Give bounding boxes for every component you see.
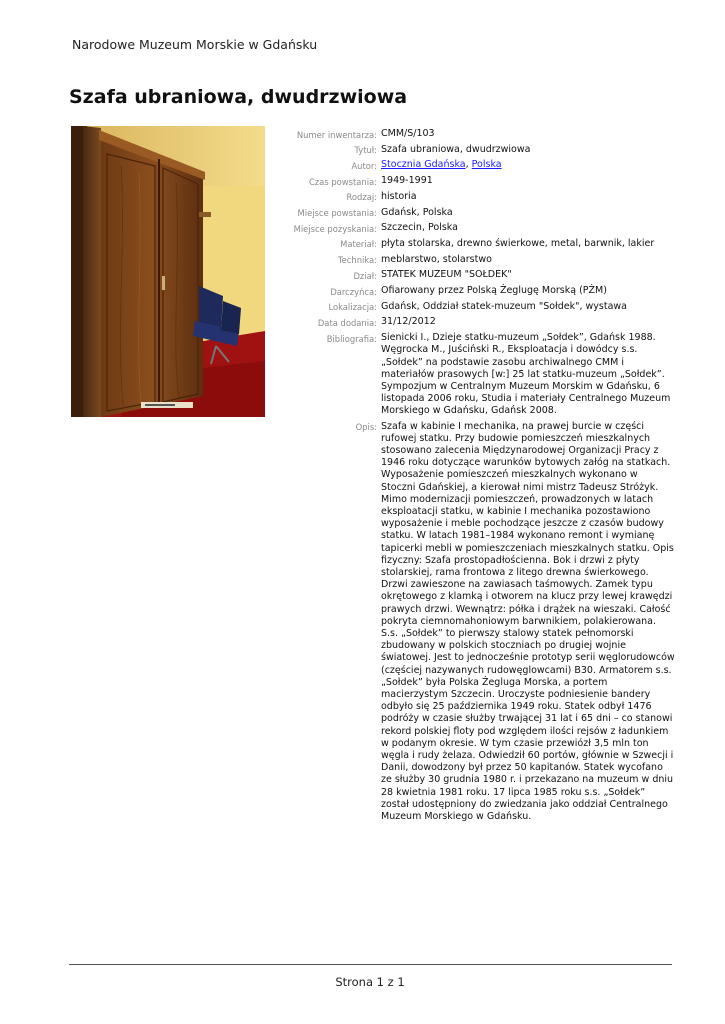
field-added <box>280 316 675 329</box>
field-value: meblarstwo, stolarstwo <box>381 253 492 265</box>
field-value <box>381 159 675 172</box>
field-label: Rodzaj: <box>346 192 377 203</box>
field-acquired <box>280 222 675 235</box>
field-label: Opis: <box>355 422 377 433</box>
metadata-table <box>280 128 675 826</box>
field-material <box>280 238 675 251</box>
field-label: Autor: <box>351 160 377 171</box>
field-author <box>280 159 675 172</box>
field-label: Dział: <box>353 270 377 281</box>
field-value: Szafa ubraniowa, dwudrzwiowa <box>381 143 531 155</box>
field-inventory <box>280 128 675 141</box>
field-description <box>280 421 675 824</box>
field-label: Tytuł: <box>354 145 377 156</box>
field-department <box>280 269 675 282</box>
field-technique <box>280 254 675 267</box>
field-label: Miejsce pozyskania: <box>293 223 377 234</box>
field-value: 1949-1991 <box>381 175 433 187</box>
field-donor <box>280 285 675 298</box>
field-label: Materiał: <box>340 239 377 250</box>
field-bibliography <box>280 332 675 417</box>
field-location <box>280 301 675 314</box>
field-title <box>280 144 675 157</box>
field-origin <box>280 207 675 220</box>
field-label: Numer inwentarza: <box>296 129 377 140</box>
field-value: płyta stolarska, drewno świerkowe, metal, barwnik, lakier <box>381 237 655 249</box>
field-label: Data dodania: <box>317 317 377 328</box>
author-link-shipyard[interactable]: Stocznia Gdańska <box>381 159 466 171</box>
field-value: Gdańsk, Polska <box>381 206 453 218</box>
field-value: Sienicki I., Dzieje statku-muzeum „Sołdek”, Gdańsk 1988. Węgrocka M., Juściński R., Eksploatacja i dowódcy s.s. „Sołdek” na podstawie zasobu archiwalnego CMM i materiałów prasowych [w:] 25 lat statku-muzeum „Sołdek”. Sympozjum w Centralnym Muzeum Morskim w Gdańsku, 6 listopada 2006 roku, Studia i materiały Centralnego Muzeum Morskiego w Gdańsku, Gdańsk 2008. <box>381 332 671 417</box>
field-value: STATEK MUZEUM "SOŁDEK" <box>381 269 512 281</box>
field-label: Bibliografia: <box>326 333 377 344</box>
field-label: Technika: <box>337 255 377 266</box>
field-value: Szafa w kabinie I mechanika, na prawej burcie w części rufowej statku. Przy budowie pomieszczeń mieszkalnych stosowano zalecenia Międzynarodowej Organizacji Pracy z 1946 roku dotyczące warunków bytowych załóg na statkach. Wyposażenie pomieszczeń mieszkalnych wykonano w Stoczni Gdańskiej, a kierował nimi mistrz Tadeusz Stróżyk. Mimo modernizacji pomieszczeń, prowadzonych w latach eksploatacji statku, w kabinie I mechanika pozostawiono wyposażenie i meble pochodzące jeszcze z czasów budowy statku. W latach 1981–1984 wykonano remont i wymianę tapicerki mebli w pomieszczeniach mieszkalnych statku. Opis fizyczny: Szafa prostopadłościenna. Bok i drzwi z płyty stolarskiej, rama frontowa z litego drewna świerkowego. Drzwi zawieszone na zawiasach taśmowych. Zamek typu okrętowego z klamką i otworem na klucz przy lewej krawędzi prawych drzwi. Wewnątrz: półka i drążek na wieszaki. Całość pokryta ciemnomahoniowym barwnikiem, polakierowana. S.s. „Sołdek” to pierwszy stalowy statek pełnomorski zbudowany w polskich stoczniach po drugiej wojnie światowej. Jest to jednocześnie prototyp serii węglorudowców (częściej nazywanych rudowęglowcami) B30. Armatorem s.s. „Sołdek” była Polska Żegluga Morska, a portem macierzystym Szczecin. Uroczyste podniesienie bandery odbyło się 25 października 1949 roku. Statek odbył 1476 podróży w czasie służby trwającej 31 lat i 65 dni – co stanowi rekord polskiej floty pod względem ilości rejsów z ładunkiem w podanym okresie. W tym czasie przewiózł 3,5 mln ton węgla i rudy żelaza. Odwiedził 60 portów, głównie w Szwecji i Danii, dowodzony był przez 50 kapitanów. Statek wycofano ze służby 30 grudnia 1980 r. i przekazano na muzeum w dniu 28 kwietnia 1981 roku. 17 lipca 1985 roku s.s. „Sołdek” został udostępniony do zwiedzania jako oddział Centralnego Muzeum Morskiego w Gdańsku. <box>381 420 675 823</box>
wardrobe-photo <box>71 126 265 417</box>
field-value: CMM/S/103 <box>381 128 435 139</box>
field-value: Gdańsk, Oddział statek-muzeum "Sołdek", wystawa <box>381 300 628 312</box>
field-period <box>280 175 675 188</box>
field-value: Ofiarowany przez Polską Żeglugę Morską (PŻM) <box>381 285 607 297</box>
page-title: Szafa ubraniowa, dwudrzwiowa <box>69 86 408 108</box>
page-counter: Strona 1 z 1 <box>335 975 405 989</box>
footer-divider <box>69 964 672 965</box>
field-value: Szczecin, Polska <box>381 222 458 234</box>
field-kind <box>280 191 675 204</box>
field-value: 31/12/2012 <box>381 316 436 328</box>
field-value: historia <box>381 190 417 202</box>
field-label: Darczyńca: <box>330 286 377 297</box>
author-link-country[interactable]: Polska <box>471 159 502 171</box>
field-label: Czas powstania: <box>308 176 377 187</box>
institution-header: Narodowe Muzeum Morskie w Gdańsku <box>72 37 318 52</box>
field-label: Miejsce powstania: <box>297 208 377 219</box>
author-separator: , <box>465 159 472 171</box>
field-label: Lokalizacja: <box>328 302 377 313</box>
